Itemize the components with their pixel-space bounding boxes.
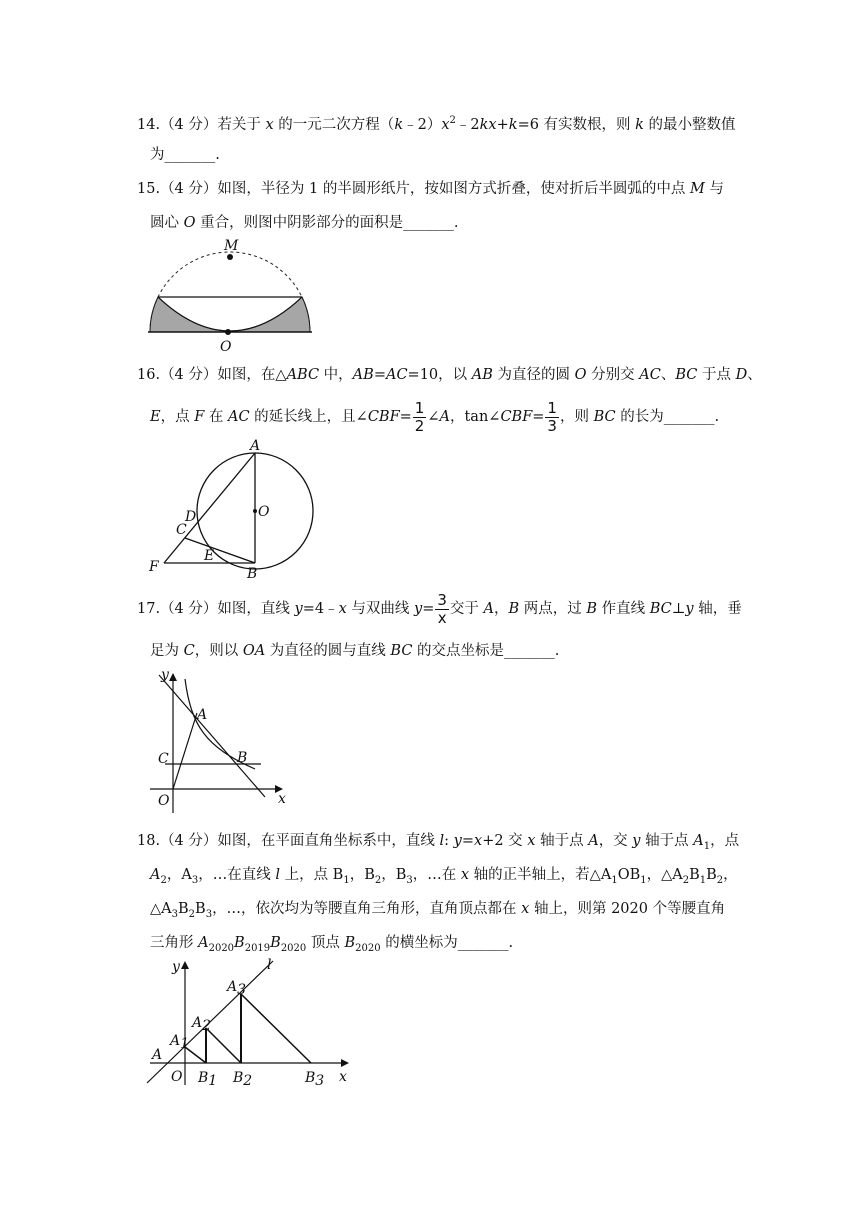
label-m: M bbox=[224, 238, 239, 254]
q18-subscript: 2 bbox=[374, 874, 382, 886]
q18-text: B bbox=[178, 901, 189, 917]
fraction-3-over-x bbox=[435, 592, 449, 627]
q16-text: 分别交 bbox=[586, 367, 640, 383]
q15-text: 圆心 bbox=[150, 215, 184, 231]
q16-text: 中， bbox=[319, 367, 353, 383]
q14-text: + bbox=[496, 116, 509, 133]
q16-var: BC bbox=[593, 409, 616, 425]
label-c: C bbox=[158, 751, 169, 767]
label-c: C bbox=[176, 522, 187, 538]
label-o: O bbox=[171, 1069, 183, 1085]
q18-subscript: 1 bbox=[611, 874, 618, 886]
q14-var: x bbox=[441, 116, 450, 133]
q17-text: =4﹣ bbox=[302, 601, 339, 617]
q16-var: F bbox=[194, 409, 205, 425]
q18-text: ，A bbox=[166, 867, 192, 883]
q17-line2 bbox=[150, 641, 559, 661]
q18-var: x bbox=[527, 833, 536, 849]
q18-line3 bbox=[150, 899, 725, 925]
q15-score: （4 分） bbox=[160, 181, 218, 197]
fraction-half bbox=[413, 400, 427, 435]
q16-line1 bbox=[137, 365, 762, 385]
q18-var: B bbox=[344, 935, 356, 951]
label-b2: B2 bbox=[233, 1070, 253, 1089]
q18-subscript: 3 bbox=[406, 874, 413, 886]
q17-text: ，则以 bbox=[194, 643, 243, 659]
q18-text: ，…，依次均为等腰直角三角形，直角顶点都在 bbox=[212, 901, 522, 917]
q14-score: （4 分） bbox=[160, 116, 218, 133]
q16-text: = bbox=[399, 409, 412, 425]
q18-text: = bbox=[461, 833, 475, 849]
q16-text: 的长为_______. bbox=[615, 409, 720, 425]
q17-text: 作直线 bbox=[597, 601, 650, 617]
q18-subscript: 3 bbox=[171, 908, 178, 920]
q18-text: ， bbox=[723, 867, 738, 883]
q18-subscript: 2020 bbox=[280, 942, 307, 954]
label-a1: A1 bbox=[170, 1033, 190, 1052]
point-o bbox=[253, 509, 257, 513]
segment-oa bbox=[173, 713, 197, 789]
q16-var: AC bbox=[227, 409, 250, 425]
q15-var: O bbox=[183, 215, 196, 231]
label-f: F bbox=[149, 559, 159, 575]
q17-text: ⊥ bbox=[671, 601, 686, 617]
q16-var: BC bbox=[675, 367, 698, 383]
label-a: A bbox=[197, 707, 208, 723]
q16-text: 在 bbox=[204, 409, 228, 425]
q16-var: AB bbox=[352, 367, 374, 383]
label-y: y bbox=[172, 959, 180, 975]
q17-text: 轴，垂 bbox=[693, 601, 742, 617]
label-b1: B1 bbox=[198, 1070, 218, 1089]
q18-text: ，交 bbox=[598, 833, 633, 849]
q14-line1: 14.（4 分）若关于 x 的一元二次方程$(k﹣2)x^2﹣2kx+k=6$ 有实数根，则 k 的最小整数值 bbox=[137, 115, 736, 133]
q14-var: k bbox=[394, 116, 404, 133]
shaded-region bbox=[150, 297, 310, 332]
label-o: O bbox=[220, 339, 232, 355]
q14-var: x bbox=[265, 116, 274, 133]
q16-text: ，tan∠ bbox=[449, 409, 501, 425]
q18-subscript: 2020 bbox=[355, 942, 381, 954]
q16-var: A bbox=[439, 409, 450, 425]
a3-b3 bbox=[241, 994, 311, 1063]
q17-text: 的交点坐标是_______. bbox=[412, 643, 560, 659]
q17-text: 与双曲线 bbox=[346, 601, 414, 617]
q18-text: 顶点 bbox=[306, 935, 345, 951]
q16-text: = bbox=[373, 367, 386, 383]
q16-figure bbox=[140, 440, 330, 580]
label-a2: A2 bbox=[192, 1015, 212, 1034]
point-o bbox=[225, 329, 231, 335]
label-o: O bbox=[258, 504, 270, 520]
q17-var: BC bbox=[649, 601, 672, 617]
q17-text: ， bbox=[494, 601, 509, 617]
y-axis-arrow bbox=[181, 961, 189, 969]
q18-text: B bbox=[195, 901, 206, 917]
q18-text: ，…在 bbox=[412, 867, 461, 883]
q18-line2 bbox=[150, 865, 738, 891]
q17-var: y bbox=[414, 601, 423, 617]
q16-var: O bbox=[574, 367, 587, 383]
label-a: A bbox=[250, 438, 261, 454]
q17-text: 两点，过 bbox=[519, 601, 587, 617]
q17-var: x bbox=[338, 601, 347, 617]
y-axis-arrow bbox=[169, 673, 177, 681]
fraction-numerator: 1 bbox=[547, 398, 557, 417]
q18-var: y bbox=[453, 833, 462, 849]
q18-subscript: 2020 bbox=[208, 942, 235, 954]
q16-text: 于点 bbox=[697, 367, 736, 383]
q17-text: 交于 bbox=[449, 601, 484, 617]
q18-var: A bbox=[198, 935, 209, 951]
q18-var: A bbox=[693, 833, 704, 849]
q16-text: =10，以 bbox=[407, 367, 472, 383]
q15-figure bbox=[140, 235, 320, 355]
label-b: B bbox=[237, 750, 248, 766]
q16-text: 、 bbox=[747, 367, 762, 383]
q17-var: OA bbox=[242, 643, 266, 659]
q17-text: 如图，直线 bbox=[217, 601, 295, 617]
q16-text: 如图，在△ bbox=[217, 367, 287, 383]
q16-text: 的延长线上，且∠ bbox=[249, 409, 368, 425]
q18-text: 轴于点 bbox=[535, 833, 589, 849]
q17-text: 足为 bbox=[150, 643, 184, 659]
q17-var: BC bbox=[390, 643, 413, 659]
q15-text: 重合，则图中阴影部分的面积是_______. bbox=[195, 215, 459, 231]
q18-text: ，点 bbox=[710, 833, 740, 849]
q15-line1 bbox=[137, 179, 724, 199]
point-m bbox=[227, 254, 233, 260]
q17-line1 bbox=[137, 590, 742, 628]
q18-subscript: 1 bbox=[703, 840, 711, 852]
q17-var: y bbox=[294, 601, 303, 617]
q18-subscript: 1 bbox=[699, 874, 707, 886]
label-x: x bbox=[339, 1069, 347, 1085]
q16-var: AC bbox=[385, 367, 408, 383]
q16-var: AB bbox=[471, 367, 493, 383]
q18-text: ，…在直线 bbox=[198, 867, 276, 883]
q14-number: 14. bbox=[137, 116, 161, 133]
label-a: A bbox=[152, 1047, 163, 1063]
label-x: x bbox=[278, 791, 286, 807]
q14-text: 若关于 bbox=[217, 116, 266, 133]
q16-score: （4 分） bbox=[160, 367, 218, 383]
q14-text: =6 有实数根，则 bbox=[517, 116, 636, 133]
q18-text: OB bbox=[617, 867, 641, 883]
x-axis-arrow bbox=[341, 1059, 349, 1067]
q16-number: 16. bbox=[137, 367, 161, 383]
q18-var: B bbox=[234, 935, 245, 951]
q16-var: D bbox=[735, 367, 748, 383]
q16-var: AC bbox=[639, 367, 661, 383]
label-b3: B3 bbox=[305, 1070, 325, 1089]
q18-subscript: 1 bbox=[640, 874, 647, 886]
q16-text: ∠ bbox=[427, 409, 440, 425]
q18-var: x bbox=[460, 867, 470, 883]
q18-text: B bbox=[706, 867, 717, 883]
label-d: D bbox=[185, 509, 197, 525]
label-y: y bbox=[161, 667, 169, 683]
a2-b2 bbox=[206, 1028, 241, 1063]
q16-text: = bbox=[532, 409, 545, 425]
q18-subscript: 3 bbox=[191, 874, 199, 886]
q14-text: 的一元二次方程（ bbox=[273, 116, 395, 133]
q18-subscript: 1 bbox=[343, 874, 350, 886]
q16-text: ，点 bbox=[160, 409, 195, 425]
q18-text: 轴上，则第 2020 个等腰直角 bbox=[529, 901, 726, 917]
q18-var: y bbox=[632, 833, 641, 849]
q18-text: 的横坐标为_______. bbox=[380, 935, 514, 951]
q18-subscript: 3 bbox=[205, 908, 213, 920]
q18-subscript: 2 bbox=[716, 874, 724, 886]
fraction-denominator: 3 bbox=[547, 416, 557, 435]
q14-var: k bbox=[508, 116, 518, 133]
q16-var: CBF bbox=[367, 409, 400, 425]
q17-var: C bbox=[183, 643, 195, 659]
q18-figure bbox=[145, 955, 360, 1090]
q18-number: 18. bbox=[137, 833, 161, 849]
q17-score: （4 分） bbox=[160, 601, 218, 617]
q14-var: kx bbox=[479, 116, 497, 133]
q17-var: B bbox=[508, 601, 520, 617]
q16-text: ，则 bbox=[559, 409, 594, 425]
q18-text: +2 交 bbox=[482, 833, 528, 849]
label-e: E bbox=[204, 548, 215, 564]
q18-var: x bbox=[521, 901, 530, 917]
q16-text: 、 bbox=[660, 367, 676, 383]
q16-text: 为直径的圆 bbox=[492, 367, 575, 383]
fraction-numerator: 1 bbox=[414, 398, 425, 417]
q17-var: A bbox=[483, 601, 494, 617]
q17-var: B bbox=[586, 601, 598, 617]
q18-subscript: 2 bbox=[188, 908, 196, 920]
q15-line2 bbox=[150, 213, 458, 233]
q15-text: 与 bbox=[704, 181, 724, 197]
q17-text: 为直径的圆与直线 bbox=[265, 643, 391, 659]
q18-var: A bbox=[150, 867, 161, 883]
q18-text: B bbox=[689, 867, 700, 883]
q14-text: 的最小整数值 bbox=[643, 116, 736, 133]
q14-text: ﹣2 bbox=[455, 116, 480, 133]
segment-cb bbox=[185, 538, 255, 563]
q14-var: k bbox=[635, 116, 644, 133]
q16-var: CBF bbox=[500, 409, 533, 425]
q17-figure bbox=[145, 665, 295, 815]
q14-text: ﹣2） bbox=[403, 116, 442, 133]
line-y-4-minus-x bbox=[159, 675, 265, 797]
q14-line2: 为_______. bbox=[150, 147, 220, 163]
q18-var: l bbox=[439, 833, 445, 849]
q18-text: 轴的正半轴上，若△A bbox=[469, 867, 612, 883]
q18-var: l bbox=[275, 867, 280, 883]
q18-text: 如图，在平面直角坐标系中，直线 bbox=[217, 833, 440, 849]
q15-var: M bbox=[689, 181, 705, 197]
q18-text: ，B bbox=[349, 867, 375, 883]
label-b: B bbox=[247, 566, 258, 582]
q16-var: E bbox=[150, 409, 161, 425]
q18-text: △A bbox=[150, 901, 172, 917]
q18-var: B bbox=[270, 935, 281, 951]
q15-number: 15. bbox=[137, 181, 161, 197]
q18-text: 三角形 bbox=[150, 935, 199, 951]
q17-var: y bbox=[685, 601, 694, 617]
q17-number: 17. bbox=[137, 601, 161, 617]
q18-text: 上，点 B bbox=[279, 867, 344, 883]
q15-text: 如图，半径为 1 的半圆形纸片，按如图方式折叠，使对折后半圆弧的中点 bbox=[217, 181, 690, 197]
label-a3: A3 bbox=[227, 979, 247, 998]
q18-subscript: 2019 bbox=[244, 942, 271, 954]
q18-var: A bbox=[588, 833, 599, 849]
q18-subscript: 2 bbox=[682, 874, 690, 886]
q18-text: ，△A bbox=[646, 867, 683, 883]
label-o: O bbox=[158, 793, 170, 809]
q16-var: ABC bbox=[286, 367, 320, 383]
q18-text: : bbox=[444, 833, 454, 849]
q18-text: 轴于点 bbox=[640, 833, 694, 849]
q18-score: （4 分） bbox=[160, 833, 218, 849]
fraction-third bbox=[545, 400, 559, 435]
fraction-denominator: 2 bbox=[414, 416, 425, 435]
q18-subscript: 2 bbox=[160, 874, 167, 886]
label-l: l bbox=[267, 957, 272, 973]
q18-var: x bbox=[474, 833, 483, 849]
q16-line2 bbox=[150, 398, 719, 436]
fraction-denominator: x bbox=[437, 608, 447, 627]
q17-text: = bbox=[422, 601, 435, 617]
q18-text: ，B bbox=[381, 867, 407, 883]
fraction-numerator: 3 bbox=[437, 590, 447, 609]
q18-line1 bbox=[137, 831, 739, 857]
